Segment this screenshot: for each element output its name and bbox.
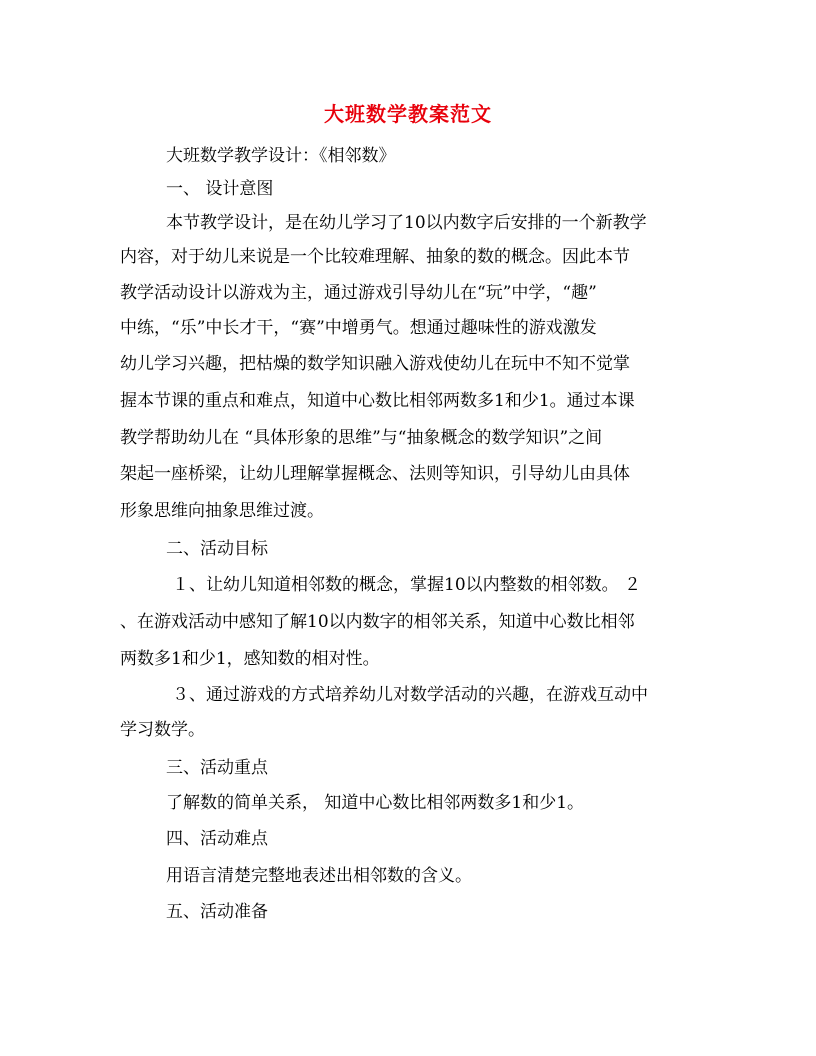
paragraph-line: 内容，对于幼儿来说是一个比较难理解、抽象的数的概念。因此本节 — [120, 247, 630, 267]
paragraph-line: 了解数的简单关系， 知道中心数比相邻两数多1和少1。 — [166, 793, 585, 813]
paragraph-line: 、在游戏活动中感知了解10以内数字的相邻关系，知道中心数比相邻 — [120, 612, 635, 632]
paragraph-line: １、让幼儿知道相邻数的概念，掌握10以内整数的相邻数。 ２ — [172, 575, 642, 595]
paragraph-line: 大班数学教学设计：《相邻数》 — [166, 146, 396, 166]
paragraph-line: 两数多1和少1，感知数的相对性。 — [120, 649, 380, 669]
paragraph-line: ３、通过游戏的方式培养幼儿对数学活动的兴趣，在游戏互动中 — [172, 685, 648, 705]
paragraph-line: 架起一座桥梁，让幼儿理解掌握概念、法则等知识，引导幼儿由具体 — [120, 464, 630, 484]
paragraph-line: 形象思维向抽象思维过渡。 — [120, 501, 324, 521]
paragraph-line: 学习数学。 — [120, 720, 205, 740]
paragraph-line: 教学活动设计以游戏为主，通过游戏引导幼儿在“玩”中学，“趣” — [120, 283, 597, 303]
section-heading: 五、活动准备 — [166, 902, 268, 922]
document-title: 大班数学教案范文 — [324, 102, 492, 126]
paragraph-line: 幼儿学习兴趣，把枯燥的数学知识融入游戏使幼儿在玩中不知不觉掌 — [120, 354, 630, 374]
section-heading: 一、 设计意图 — [166, 179, 274, 199]
paragraph-line: 本节教学设计，是在幼儿学习了10以内数字后安排的一个新教学 — [166, 213, 647, 233]
section-heading: 三、活动重点 — [166, 758, 268, 778]
paragraph-line: 用语言清楚完整地表述出相邻数的含义。 — [166, 866, 472, 886]
section-heading: 二、活动目标 — [166, 539, 268, 559]
paragraph-line: 握本节课的重点和难点，知道中心数比相邻两数多1和少1。通过本课 — [120, 391, 635, 411]
section-heading: 四、活动难点 — [166, 829, 268, 849]
paragraph-line: 中练，“乐”中长才干，“赛”中增勇气。想通过趣味性的游戏激发 — [120, 318, 597, 338]
paragraph-line: 教学帮助幼儿在 “具体形象的思维”与“抽象概念的数学知识”之间 — [120, 428, 603, 448]
